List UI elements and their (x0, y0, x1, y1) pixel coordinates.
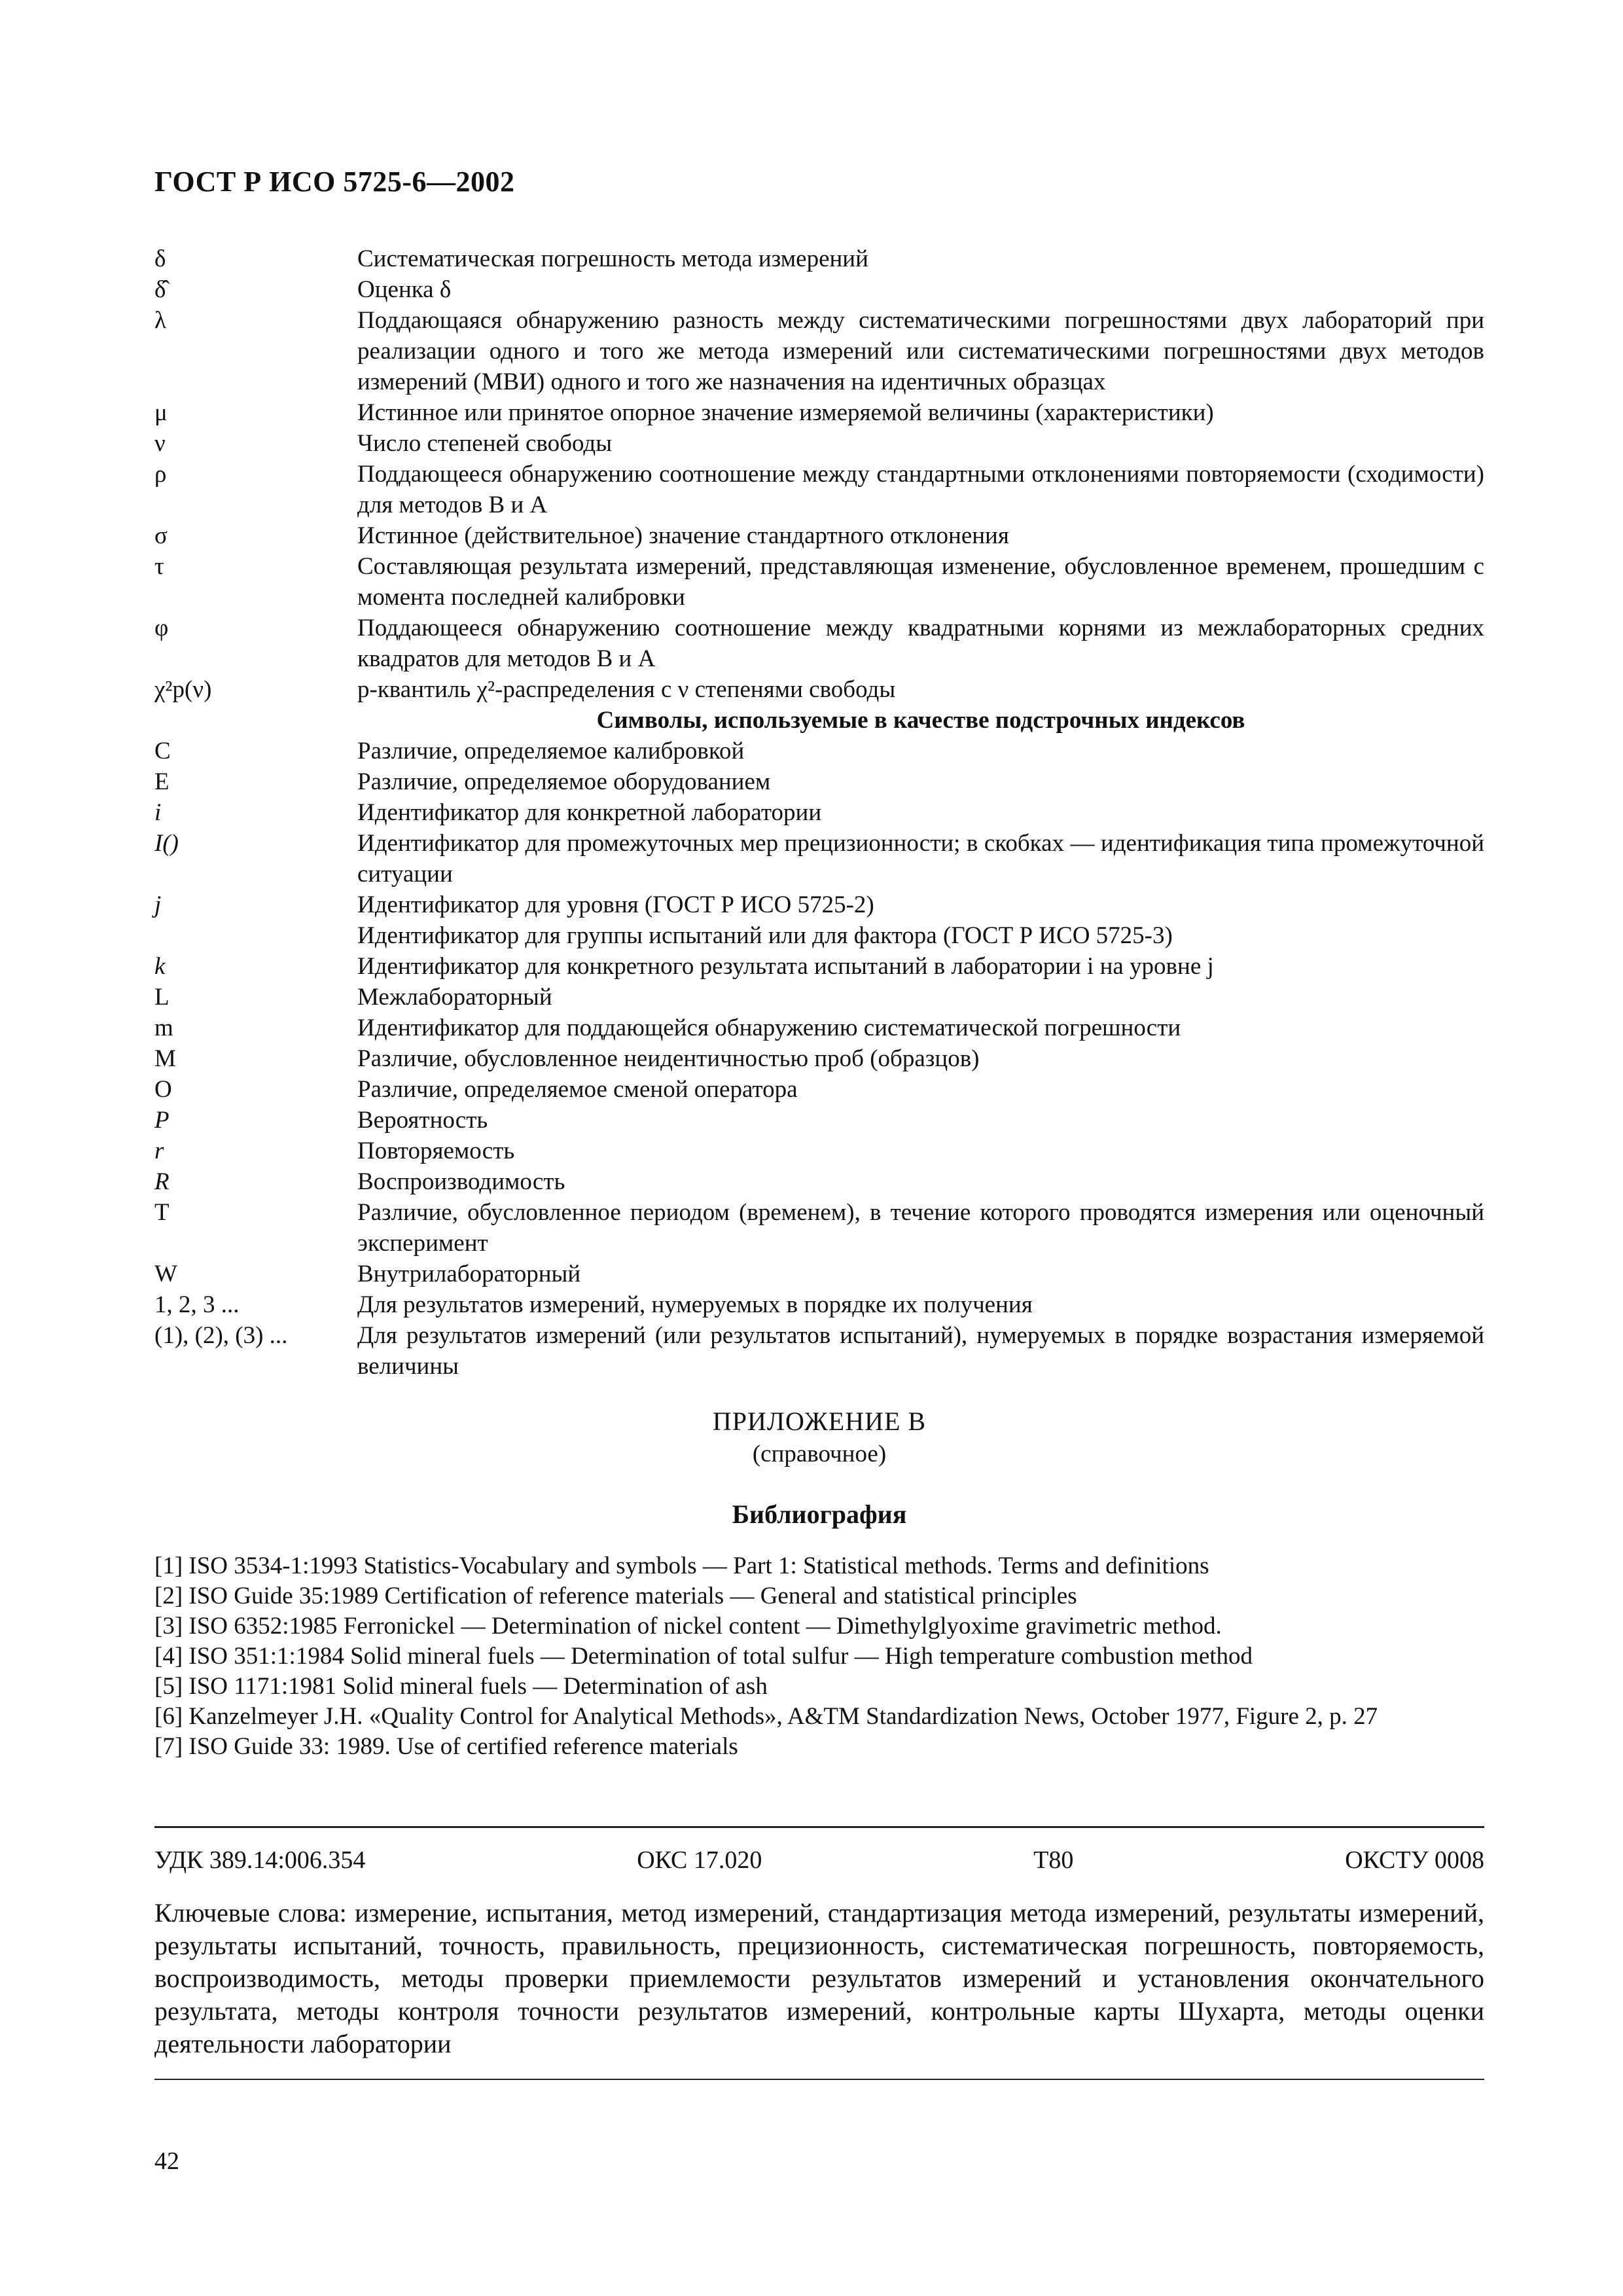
subscript-row (154, 889, 1484, 920)
symbol-description: Составляющая результата измерений, представляющая изменение, обусловленное временем, прошедшим с момента последней калибровки (357, 553, 1484, 611)
symbol: τ (154, 553, 164, 580)
subscript-symbol: P (154, 1107, 169, 1134)
symbol: μ (154, 399, 168, 426)
subscript-row (154, 797, 1484, 828)
subscript-description: Различие, определяемое калибровкой (357, 738, 745, 764)
subscript-description: Идентификатор для конкретного результата испытаний в лаборатории i на уровне j (357, 953, 1214, 980)
subscript-description: Идентификатор для конкретной лаборатории (357, 799, 822, 826)
subscript-row (154, 766, 1484, 797)
subscripts-heading: Символы, используемые в качестве подстрочных индексов (596, 707, 1245, 734)
subscript-description: Воспроизводимость (357, 1168, 565, 1195)
symbol-row (154, 613, 1484, 674)
symbol-description: Истинное (действительное) значение стандартного отклонения (357, 522, 1009, 549)
bibliography-entry: [6] Kanzelmeyer J.H. «Quality Control for Analytical Methods», A&TM Standardization News, October 1977, Figure 2, p. 27 (154, 1703, 1378, 1730)
bibliography-entry: [7] ISO Guide 33: 1989. Use of certified reference materials (154, 1733, 738, 1760)
symbol-description: Поддающееся обнаружению соотношение между стандартными отклонениями повторяемости (сходимости) для методов В и А (357, 461, 1484, 518)
symbol: λ (154, 307, 166, 334)
symbol-description: p-квантиль χ²-распределения с ν степенями свободы (357, 676, 896, 703)
appendix-title: ПРИЛОЖЕНИЕ В (712, 1407, 927, 1436)
bibliography-entry: [5] ISO 1171:1981 Solid mineral fuels — Determination of ash (154, 1673, 768, 1700)
subscript-description: Различие, определяемое сменой оператора (357, 1076, 798, 1103)
bibliography-heading: Библиография (732, 1499, 907, 1529)
subscript-row (154, 1166, 1484, 1197)
bibliography-entry: [2] ISO Guide 35:1989 Certification of reference materials — General and statistical principles (154, 1583, 1077, 1609)
symbol-row (154, 428, 1484, 459)
symbol-row (154, 243, 1484, 274)
symbol-row (154, 551, 1484, 613)
symbol-description: Поддающаяся обнаружению разность между систематическими погрешностями двух лабораторий при реализации одного и того же метода измерений или систематическими погрешностями двух методов измерений (МВИ) одного и того же назначения на идентичных образцах (357, 307, 1484, 395)
subscript-symbol: L (154, 984, 169, 1011)
symbol: δ (154, 245, 166, 272)
subscript-row (154, 1105, 1484, 1136)
subscript-row (154, 1289, 1484, 1320)
subscript-symbol: I() (154, 830, 179, 857)
symbol-description: Число степеней свободы (357, 430, 613, 457)
subscript-row (154, 1043, 1484, 1074)
bibliography-list (154, 1551, 1484, 1762)
bibliography-entry: [4] ISO 351:1:1984 Solid mineral fuels — Determination of total sulfur — High temperature combustion method (154, 1643, 1253, 1670)
subscript-description: Вероятность (357, 1107, 488, 1134)
symbol: σ (154, 522, 168, 549)
subscript-row (154, 1136, 1484, 1166)
symbol: ν (154, 430, 166, 457)
subscript-symbol: j (154, 891, 162, 918)
subscript-row (154, 736, 1484, 766)
subscript-row (154, 920, 1484, 951)
symbol: δ̂ (154, 276, 166, 303)
symbol-row (154, 397, 1484, 428)
subscript-symbol: 1, 2, 3 ... (154, 1291, 240, 1318)
subscript-row (154, 1013, 1484, 1043)
subscript-description: Идентификатор для уровня (ГОСТ Р ИСО 5725-2) (357, 891, 874, 918)
subscript-symbol: T (154, 1199, 169, 1226)
symbol-row (154, 459, 1484, 520)
symbol-description: Систематическая погрешность метода измерений (357, 245, 868, 272)
symbol: ρ (154, 461, 167, 488)
subscript-symbol: W (154, 1261, 177, 1287)
okstu-code: ОКСТУ 0008 (1345, 1846, 1484, 1874)
subscript-symbol: i (154, 799, 162, 826)
subscript-row (154, 1197, 1484, 1259)
symbols-list (154, 243, 1484, 1382)
subscript-symbol: m (154, 1014, 173, 1041)
symbol-row (154, 305, 1484, 397)
subscript-symbol: C (154, 738, 171, 764)
oks-code: ОКС 17.020 (637, 1846, 762, 1874)
symbol-description: Истинное или принятое опорное значение измеряемой величины (характеристики) (357, 399, 1214, 426)
subscript-row (154, 1320, 1484, 1382)
subscript-description: Идентификатор для промежуточных мер прецизионности; в скобках — идентификация типа промежуточной ситуации (357, 830, 1484, 888)
subscript-row (154, 982, 1484, 1013)
subscript-description: Различие, обусловленное периодом (временем), в течение которого проводятся измерения или оценочный эксперимент (357, 1199, 1484, 1257)
classification-top-rule (154, 1826, 1484, 1828)
footer-rule (154, 2079, 1484, 2080)
subscript-description: Идентификатор для поддающейся обнаружению систематической погрешности (357, 1014, 1181, 1041)
subscript-description: Для результатов измерений, нумеруемых в порядке их получения (357, 1291, 1033, 1318)
subscript-symbol: E (154, 768, 169, 795)
page-header-title: ГОСТ Р ИСО 5725-6—2002 (154, 166, 515, 198)
subscript-symbol: M (154, 1045, 176, 1072)
udk-code: УДК 389.14:006.354 (154, 1846, 366, 1874)
symbol-description: Поддающееся обнаружению соотношение между квадратными корнями из межлабораторных средних квадратов для методов В и А (357, 615, 1484, 672)
bibliography-entry: [1] ISO 3534-1:1993 Statistics-Vocabulary and symbols — Part 1: Statistical methods. Terms and definitions (154, 1552, 1209, 1579)
symbol-row (154, 274, 1484, 305)
t-code: Т80 (1033, 1846, 1074, 1874)
subscript-description: Внутрилабораторный (357, 1261, 581, 1287)
symbol-description: Оценка δ (357, 276, 452, 303)
symbol-row (154, 674, 1484, 705)
subscript-symbol: k (154, 953, 166, 980)
subscript-row (154, 828, 1484, 889)
subscript-description: Идентификатор для группы испытаний или для фактора (ГОСТ Р ИСО 5725-3) (357, 922, 1173, 949)
subscript-description: Различие, определяемое оборудованием (357, 768, 771, 795)
subscript-description: Различие, обусловленное неидентичностью проб (образцов) (357, 1045, 980, 1072)
subscript-row (154, 1074, 1484, 1105)
appendix-type: (справочное) (752, 1441, 887, 1467)
subscript-description: Межлабораторный (357, 984, 552, 1011)
symbol: φ (154, 615, 169, 641)
subscript-symbol: r (154, 1138, 164, 1164)
symbol-row (154, 520, 1484, 551)
subscript-row (154, 951, 1484, 982)
bibliography-entry: [3] ISO 6352:1985 Ferronickel — Determination of nickel content — Dimethylglyoxime gravimetric method. (154, 1613, 1222, 1640)
subscript-symbol: O (154, 1076, 172, 1103)
subscript-row (154, 1259, 1484, 1289)
subscript-description: Повторяемость (357, 1138, 515, 1164)
symbol: χ²p(ν) (154, 676, 212, 703)
keywords-paragraph: Ключевые слова: измерение, испытания, метод измерений, стандартизация метода измерений, результаты измерений, результаты испытаний, точность, правильность, прецизионность, систематическая погрешность, повторяемость, воспроизводимость, методы проверки приемлемости результатов измерений и установления окончательного результата, методы контроля точности результатов измерений, контрольные карты Шухарта, методы оценки деятельности лаборатории (154, 1898, 1484, 2058)
subscript-description: Для результатов измерений (или результатов испытаний), нумеруемых в порядке возрастания измеряемой величины (357, 1322, 1484, 1380)
subscript-symbol: (1), (2), (3) ... (154, 1322, 288, 1349)
page-number: 42 (154, 2147, 179, 2175)
subscript-symbol: R (154, 1168, 169, 1195)
classification-line (154, 1846, 1484, 1874)
